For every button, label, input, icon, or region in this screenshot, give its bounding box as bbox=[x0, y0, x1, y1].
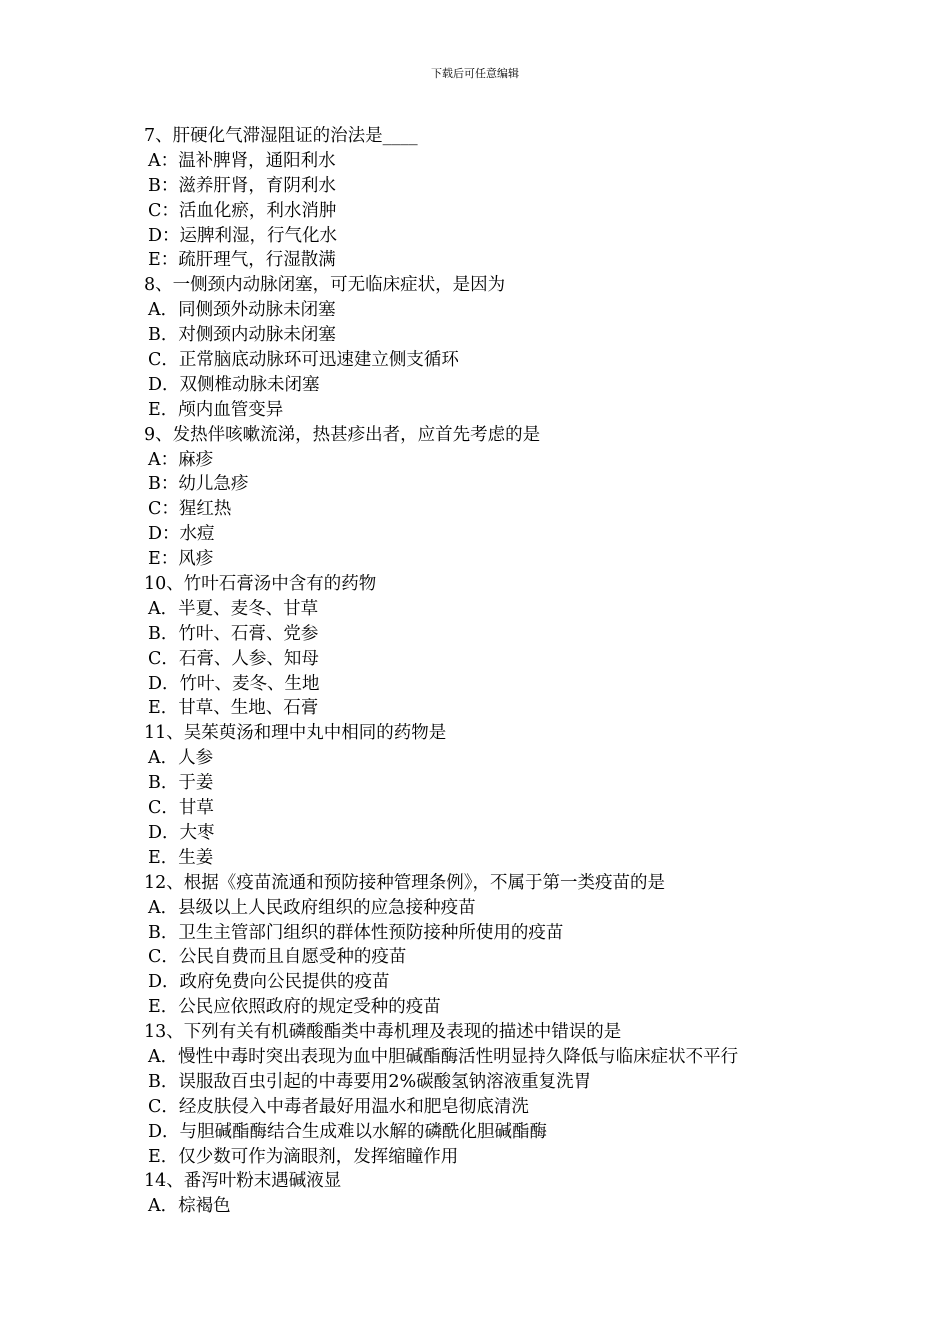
option-c: C．甘草 bbox=[148, 798, 214, 819]
option-c: C：活血化瘀，利水消肿 bbox=[148, 200, 337, 221]
question-13 bbox=[144, 1020, 844, 1169]
question-8 bbox=[144, 273, 844, 422]
option-e: E．仅少数可作为滴眼剂，发挥缩瞳作用 bbox=[148, 1146, 459, 1167]
option-a: A：温补脾肾，通阳利水 bbox=[148, 150, 336, 171]
question-text: 13、下列有关有机磷酸酯类中毒机理及表现的描述中错误的是 bbox=[144, 1022, 622, 1043]
question-7 bbox=[144, 124, 844, 273]
option-e: E：风疹 bbox=[148, 549, 214, 570]
question-text: 8、一侧颈内动脉闭塞，可无临床症状，是因为 bbox=[144, 275, 506, 296]
exam-questions bbox=[144, 124, 844, 1219]
question-text: 11、吴茱萸汤和理中丸中相同的药物是 bbox=[144, 723, 447, 744]
question-12 bbox=[144, 871, 844, 1020]
option-d: D．大枣 bbox=[148, 822, 215, 843]
option-a: A．慢性中毒时突出表现为血中胆碱酯酶活性明显持久降低与临床症状不平行 bbox=[148, 1046, 739, 1067]
option-b: B．对侧颈内动脉未闭塞 bbox=[148, 325, 336, 346]
option-d: D：水痘 bbox=[148, 524, 215, 545]
option-b: B．竹叶、石膏、党参 bbox=[148, 623, 319, 644]
page-header-note: 下载后可任意编辑 bbox=[431, 67, 519, 80]
question-text: 12、根据《疫苗流通和预防接种管理条例》，不属于第一类疫苗的是 bbox=[144, 872, 666, 893]
question-text: 10、竹叶石膏汤中含有的药物 bbox=[144, 574, 377, 595]
option-e: E．甘草、生地、石膏 bbox=[148, 698, 319, 719]
option-d: D．竹叶、麦冬、生地 bbox=[148, 673, 320, 694]
option-c: C．经皮肤侵入中毒者最好用温水和肥皂彻底清洗 bbox=[148, 1096, 529, 1117]
question-9 bbox=[144, 423, 844, 572]
option-a: A．半夏、麦冬、甘草 bbox=[148, 598, 319, 619]
option-a: A．棕褐色 bbox=[148, 1196, 231, 1217]
question-text: 7、肝硬化气滞湿阻证的治法是____ bbox=[144, 126, 418, 146]
option-b: B．卫生主管部门组织的群体性预防接种所使用的疫苗 bbox=[148, 922, 564, 943]
option-e: E．生姜 bbox=[148, 847, 214, 868]
option-d: D．双侧椎动脉未闭塞 bbox=[148, 374, 320, 395]
option-b: B：滋养肝肾，育阴利水 bbox=[148, 175, 336, 196]
option-c: C．正常脑底动脉环可迅速建立侧支循环 bbox=[148, 350, 459, 371]
option-b: B．误服敌百虫引起的中毒要用2%碳酸氢钠溶液重复洗胃 bbox=[148, 1071, 592, 1092]
option-d: D．政府免费向公民提供的疫苗 bbox=[148, 972, 390, 993]
option-c: C：猩红热 bbox=[148, 499, 232, 520]
option-c: C．公民自费而且自愿受种的疫苗 bbox=[148, 947, 407, 968]
question-text: 14、番泻叶粉末遇碱液显 bbox=[144, 1171, 342, 1192]
option-a: A．同侧颈外动脉未闭塞 bbox=[148, 300, 336, 321]
question-14 bbox=[144, 1169, 844, 1219]
question-text: 9、发热伴咳嗽流涕，热甚疹出者，应首先考虑的是 bbox=[144, 424, 541, 445]
option-c: C．石膏、人参、知母 bbox=[148, 648, 319, 669]
option-a: A．人参 bbox=[148, 748, 214, 769]
option-a: A：麻疹 bbox=[148, 449, 214, 470]
option-e: E．公民应依照政府的规定受种的疫苗 bbox=[148, 997, 441, 1018]
option-d: D．与胆碱酯酶结合生成难以水解的磷酰化胆碱酯酶 bbox=[148, 1121, 548, 1142]
option-d: D：运脾利湿，行气化水 bbox=[148, 225, 338, 246]
option-b: B．于姜 bbox=[148, 773, 214, 794]
option-e: E：疏肝理气，行湿散满 bbox=[148, 250, 336, 271]
question-11 bbox=[144, 721, 844, 870]
option-e: E．颅内血管变异 bbox=[148, 399, 284, 420]
option-a: A．县级以上人民政府组织的应急接种疫苗 bbox=[148, 897, 476, 918]
question-10 bbox=[144, 572, 844, 721]
option-b: B：幼儿急疹 bbox=[148, 474, 249, 495]
